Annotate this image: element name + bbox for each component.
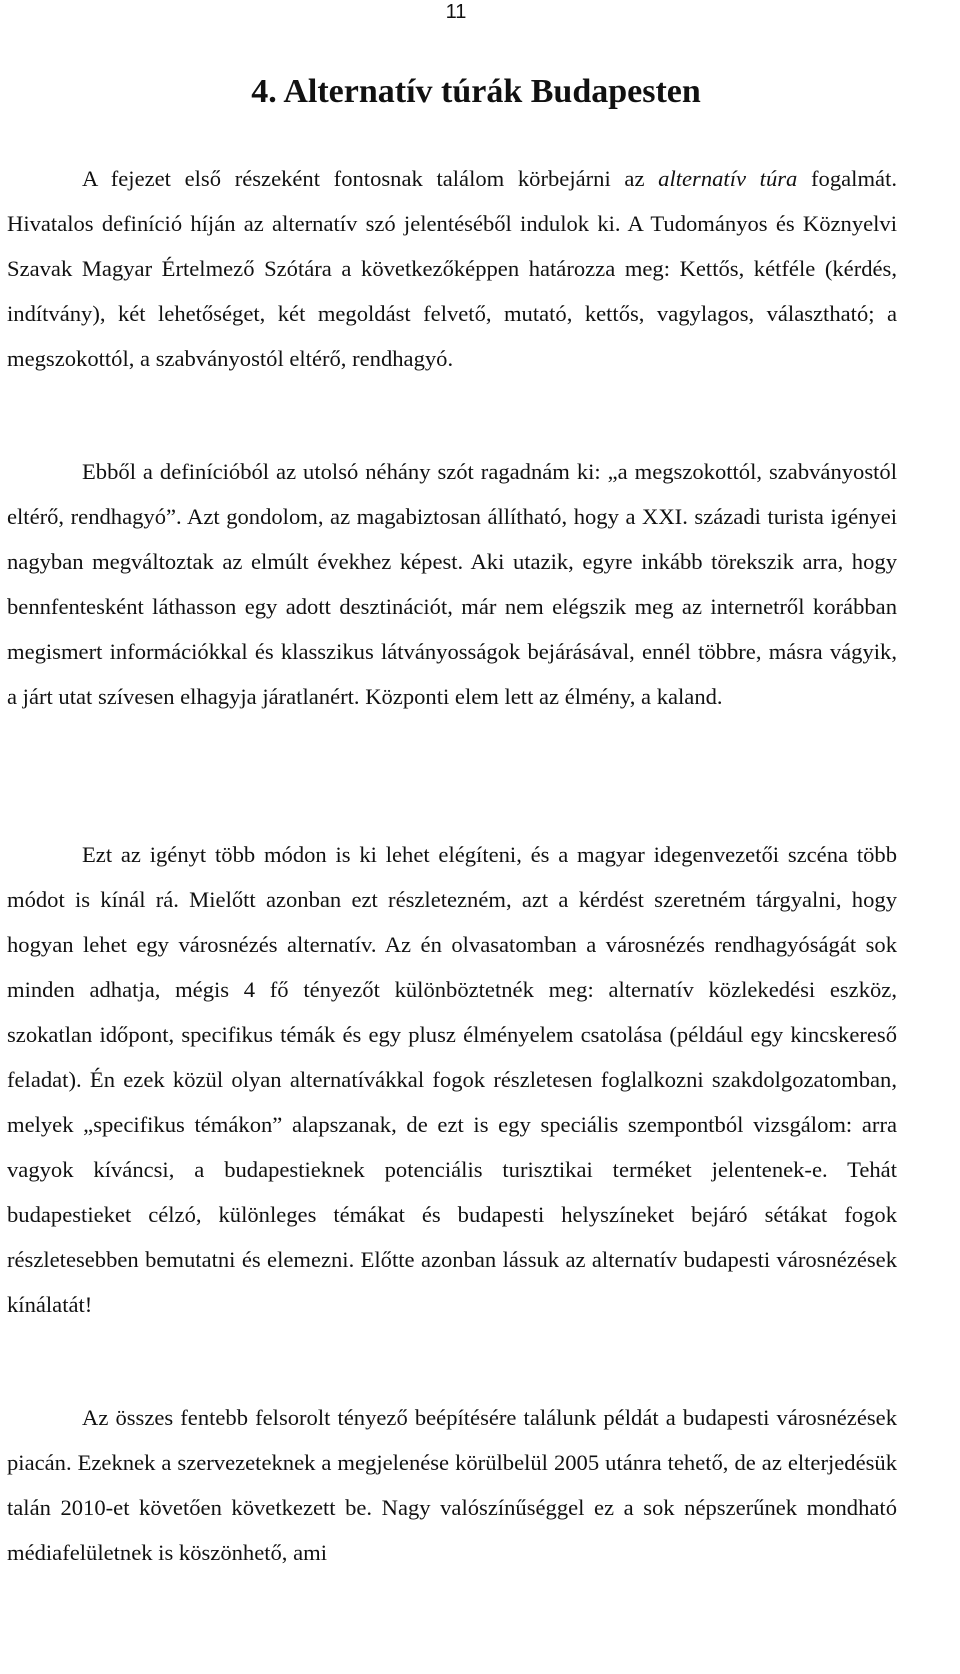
chapter-heading-text: 4. Alternatív túrák Budapesten bbox=[251, 73, 701, 110]
paragraph-4-text: Az összes fentebb felsorolt tényező beépítésére találunk példát a budapesti városnézések piacán. Ezeknek a szervezeteknek a megjelenése körülbelül 2005 utánra tehető, de az elterjedésük talán 2010-et követően következett be. Nagy valószínűséggel ez a sok népszerűnek mondható médiafelületnek is köszönhető, ami bbox=[7, 1405, 897, 1565]
paragraph-1-after: fogalmát. Hivatalos definíció híján az alternatív szó jelentéséből indulok ki. A Tudományos és Köznyelvi Szavak Magyar Értelmező Szótára a következőképpen határozza meg: Kettős, kétféle (kérdés, indítvány), két lehetőséget, két megoldást felvető, mutató, kettős, vagylagos, választható; a megszokottól, a szabványostól eltérő, rendhagyó. bbox=[7, 166, 897, 371]
paragraph-3-text: Ezt az igényt több módon is ki lehet elégíteni, és a magyar idegenvezetői szcéna több módot is kínál rá. Mielőtt azonban ezt részletezném, azt a kérdést szeretném tárgyalni, hogy hogyan lehet egy városnézés alternatív. Az én olvasatomban a városnézés rendhagyóságát sok minden adhatja, mégis 4 fő tényezőt különböztetnék meg: alternatív közlekedési eszköz, szokatlan időpont, specifikus témák és egy plusz élményelem csatolása (például egy kincskereső feladat). Én ezek közül olyan alternatívákkal fogok részletesen foglalkozni szakdolgozatomban, melyek „specifikus témákon” alapszanak, de ezt is egy speciális szempontból vizsgálom: arra vagyok kíváncsi, a budapestieknek potenciális turisztikai terméket jelentenek-e. Tehát budapestieket célzó, különleges témákat és budapesti helyszíneket bejáró sétákat fogok részletesebben bemutatni és elemezni. Előtte azonban lássuk az alternatív budapesti városnézések kínálatát! bbox=[7, 842, 897, 1317]
paragraph-2 bbox=[7, 449, 897, 719]
paragraph-1-emphasis: alternatív túra bbox=[658, 166, 798, 191]
chapter-heading bbox=[0, 70, 960, 114]
paragraph-4 bbox=[7, 1395, 897, 1575]
paragraph-1-before: A fejezet első részeként fontosnak találom körbejárni az bbox=[82, 166, 659, 191]
paragraph-2-text: Ebből a definícióból az utolsó néhány szót ragadnám ki: „a megszokottól, szabványostól eltérő, rendhagyó”. Azt gondolom, az magabiztosan állítható, hogy a XXI. századi turista igényei nagyban megváltoztak az elmúlt évekhez képest. Aki utazik, egyre inkább törekszik arra, hogy bennfentesként láthasson egy adott desztinációt, már nem elégszik meg az internetről korábban megismert információkkal és klasszikus látványosságok bejárásával, ennél többre, másra vágyik, a járt utat szívesen elhagyja járatlanért. Központi elem lett az élmény, a kaland. bbox=[7, 459, 897, 709]
paragraph-1-text bbox=[7, 156, 897, 381]
page-number: 11 bbox=[445, 1, 467, 23]
paragraph-3 bbox=[7, 832, 897, 1327]
paragraph-1 bbox=[7, 156, 897, 381]
